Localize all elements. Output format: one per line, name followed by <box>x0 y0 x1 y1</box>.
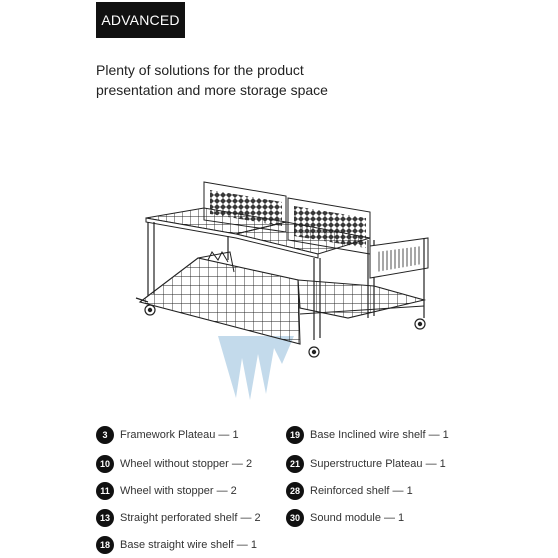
part-number-badge: 19 <box>286 426 304 444</box>
part-label: Base Inclined wire shelf — 1 <box>310 429 449 441</box>
part-label: Base straight wire shelf — 1 <box>120 539 257 551</box>
part-number-badge: 10 <box>96 455 114 473</box>
part-item <box>96 509 261 527</box>
part-item <box>286 455 446 473</box>
part-item <box>286 426 449 444</box>
part-number-badge: 3 <box>96 426 114 444</box>
part-label: Straight perforated shelf — 2 <box>120 512 261 524</box>
part-label: Wheel with stopper — 2 <box>120 485 237 497</box>
part-label: Reinforced shelf — 1 <box>310 485 413 497</box>
part-item <box>96 426 239 444</box>
part-label: Framework Plateau — 1 <box>120 429 239 441</box>
light-decoration <box>218 336 294 400</box>
base-straight-wire-shelf <box>298 280 424 318</box>
advanced-badge: ADVANCED <box>96 2 185 38</box>
part-number-badge: 11 <box>96 482 114 500</box>
part-label: Superstructure Plateau — 1 <box>310 458 446 470</box>
part-item <box>96 536 257 554</box>
subtitle: Plenty of solutions for the product presentation and more storage space <box>96 62 328 98</box>
part-number-badge: 13 <box>96 509 114 527</box>
part-item <box>96 455 252 473</box>
part-item <box>286 509 404 527</box>
part-label: Wheel without stopper — 2 <box>120 458 253 470</box>
parts-list <box>96 424 516 558</box>
part-number-badge: 18 <box>96 536 114 554</box>
part-number-badge: 28 <box>286 482 304 500</box>
display-cart-illustration <box>118 168 438 408</box>
part-number-badge: 21 <box>286 455 304 473</box>
part-number-badge: 30 <box>286 509 304 527</box>
part-item <box>96 482 237 500</box>
part-item <box>286 482 413 500</box>
base-inclined-wire-shelf <box>140 252 300 344</box>
part-label: Sound module — 1 <box>310 512 405 524</box>
